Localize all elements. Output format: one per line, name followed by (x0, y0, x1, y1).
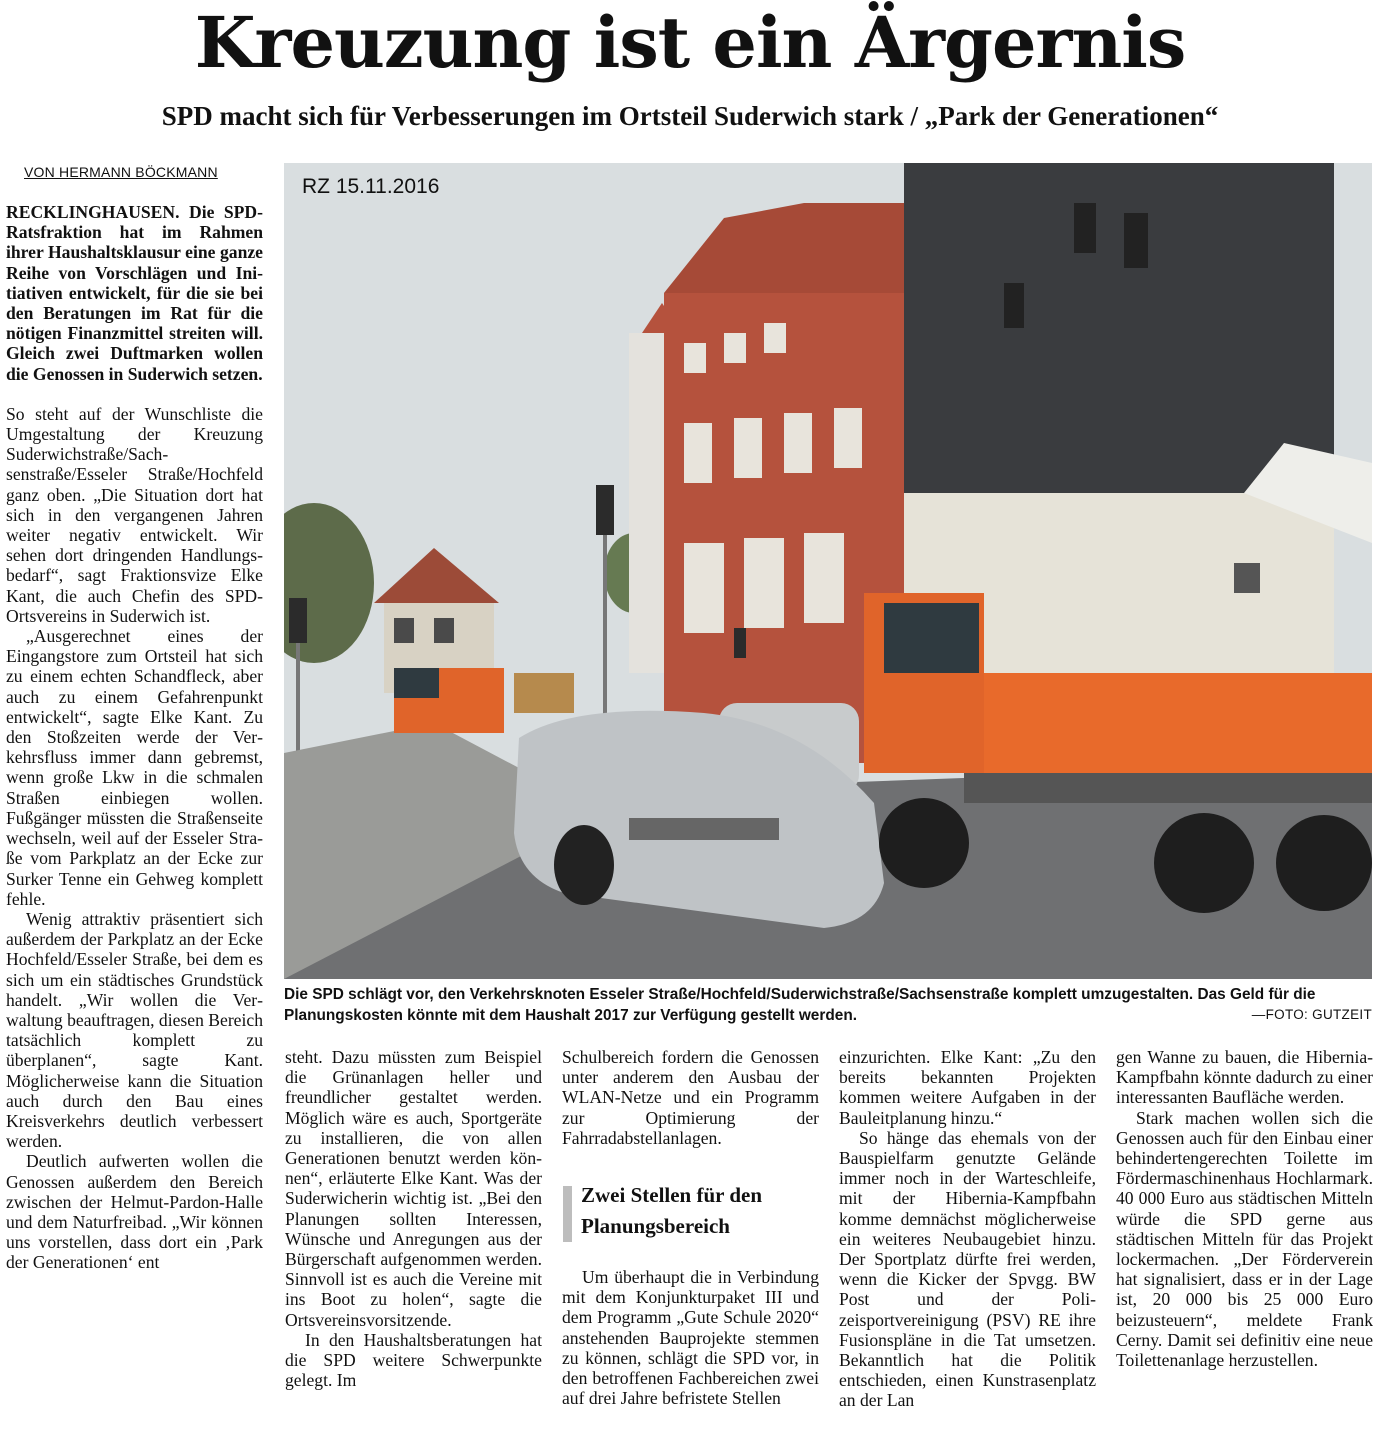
paragraph: Deutlich aufwerten wollen die Genossen außerdem den Bereich zwischen der Helmut-Pardon-Halle und dem Naturfreibad. „Wir können uns vorstellen, dass dort ein ‚Park der Generationen‘ ent (6, 1151, 263, 1273)
byline: VON HERMANN BÖCKMANN (24, 164, 218, 180)
paragraph: So hänge das ehemals von der Bauspielfarm genutzte Gelände immer noch in der Warteschleife, mit der Hibernia-Kampfbahn komme demnächst möglicherweise ein weiteres Neubaugebiet hinzu. Der Sportplatz dürfte frei werden, wenn die Kicker der Spvgg. BW Post und der Polizeisportvereinigung (PSV) RE ihre Fusionspläne in die Tat umsetzen. Bekanntlich hat die Politik entschieden, einen Kunstrasenplatz an der Lan (839, 1127, 1096, 1411)
column-3-continued (562, 1267, 819, 1454)
subhead (563, 1180, 821, 1242)
headline: Kreuzung ist ein Ärgernis (194, 1, 1186, 84)
paragraph: „Ausgerechnet eines der Eingangstore zum Ortsteil hat sich zu einem echten Schandfleck, aber auch zu einem Gefahrenpunkt entwickelt“, sagte Elke Kant. Zu den Stoßzeiten werde der Verkehrsfluss immer dann gebremst, wenn große Lkw in die schmalen Straßen einbiegen wollen. Fußgänger müssten die Straßenseite wechseln, weil auf der Esseler Straße vom Parkplatz an der Ecke zur Surker Tenne ein Gehweg komplett fehle. (6, 626, 263, 909)
column-1 (6, 202, 263, 1454)
date-stamp: RZ 15.11.2016 (302, 175, 440, 198)
paragraph: Um überhaupt die in Verbindung mit dem Konjunkturpaket III und dem Programm „Gute Schule 2020“ anstehenden Bauprojekte stemmen zu können, schlägt die SPD vor, in den betroffenen Fachbereichen zwei auf drei Jahre befristete Stellen (562, 1267, 819, 1409)
intersection-photo-illustration (284, 163, 1372, 979)
paragraph: In den Haushaltsberatungen hat die SPD weitere Schwerpunkte gelegt. Im (285, 1329, 542, 1391)
subheadline: SPD macht sich für Verbesserungen im Ortsteil Suderwich stark / „Park der Generationen“ (161, 101, 1219, 131)
subhead-text: Zwei Stellen für den Planungsbereich (581, 1183, 763, 1238)
paragraph: gen Wanne zu bauen, die Hibernia-Kampfbahn könnte dadurch zu einer interessanten Baufläche werden. (1116, 1047, 1373, 1108)
paragraph: Schulbereich fordern die Genossen unter anderem den Ausbau der WLAN-Netze und ein Programm zur Optimierung der Fahrradabstellanlagen. (562, 1047, 819, 1148)
lead-text: Die SPD-Ratsfraktion hat im Rahmen ihrer Haushaltsklausur eine ganze Reihe von Vorschlägen und Initiativen entwickelt, für die sie bei den Beratungen im Rat für die nötigen Finanzmittel streiten will. Gleich zwei Duftmarken wollen die Genossen in Suderwich setzen. (6, 202, 263, 384)
paragraph: Wenig attraktiv präsentiert sich außerdem der Parkplatz an der Ecke Hochfeld/Esseler Straße, bei dem es sich um ein städtisches Grundstück handelt. „Wir wollen die Verwaltung beauftragen, diesen Bereich tatsächlich komplett zu überplanen“, sagte Kant. Möglicherweise kann die Situation auch durch den Bau eines Kreisverkehrs deutlich verbessert werden. (6, 908, 263, 1152)
photo-credit: —FOTO: GUTZEIT (1251, 1007, 1372, 1022)
column-4 (839, 1047, 1096, 1454)
column-3 (562, 1047, 819, 1169)
paragraph: steht. Dazu müssten zum Beispiel die Grünanlagen heller und freundlicher gestaltet werden. Möglich wäre es auch, Sportgeräte zu installieren, die von allen Generationen benutzt werden können“, erläuterte Elke Kant. Was der Suderwicherin wichtig ist. „Bei den Planungen sollten Interessen, Wünsche und Anregungen aus der Bürgerschaft aufgenommen werden. Sinnvoll ist es auch die Vereine mit ins Boot zu holen“, sagte die Ortsvereinsvorsitzende. (285, 1047, 542, 1330)
lead-paragraph (6, 202, 263, 384)
paragraph: einzurichten. Elke Kant: „Zu den bereits bekannten Projekten kommen weitere Aufgaben in der Bauleitplanung hinzu.“ (839, 1047, 1096, 1128)
column-5 (1116, 1047, 1373, 1454)
column-2 (285, 1047, 542, 1454)
photo-caption: Die SPD schlägt vor, den Verkehrsknoten Esseler Straße/Hochfeld/Suderwichstraße/Sachsenstraße komplett umzugestalten. Das Geld für die Planungskosten könnte mit dem Haushalt 2017 zur Verfügung gestellt werden. (284, 986, 1316, 1024)
subhead-bar (563, 1186, 572, 1242)
paragraph: So steht auf der Wunschliste die Umgestaltung der Kreuzung Suderwichstraße/Sachsenstraße/Esseler Straße/Hochfeld ganz oben. „Die Situation dort hat sich in den vergangenen Jahren weiter negativ entwickelt. Wir sehen dort dringenden Handlungsbedarf“, sagt Fraktionsvize Elke Kant, die auch Chefin des SPD-Ortsvereins in Suderwich ist. (6, 403, 263, 626)
paragraph: Stark machen wollen sich die Genossen auch für den Einbau einer behindertengerechten Toilette im Fördermaschinenhaus Hochlarmark. 40 000 Euro aus städtischen Mitteln würde die SPD gerne aus städtischen Mitteln für das Projekt lockermachen. „Der Förderverein hat signalisiert, dass er in der Lage ist, 20 000 bis 25 000 Euro beizusteuern“, meldete Frank Cerny. Damit sei definitiv eine neue Toilettenanlage herzustellen. (1116, 1107, 1373, 1371)
dateline: RECKLINGHAUSEN. (6, 202, 180, 222)
street-photo (284, 163, 1372, 979)
